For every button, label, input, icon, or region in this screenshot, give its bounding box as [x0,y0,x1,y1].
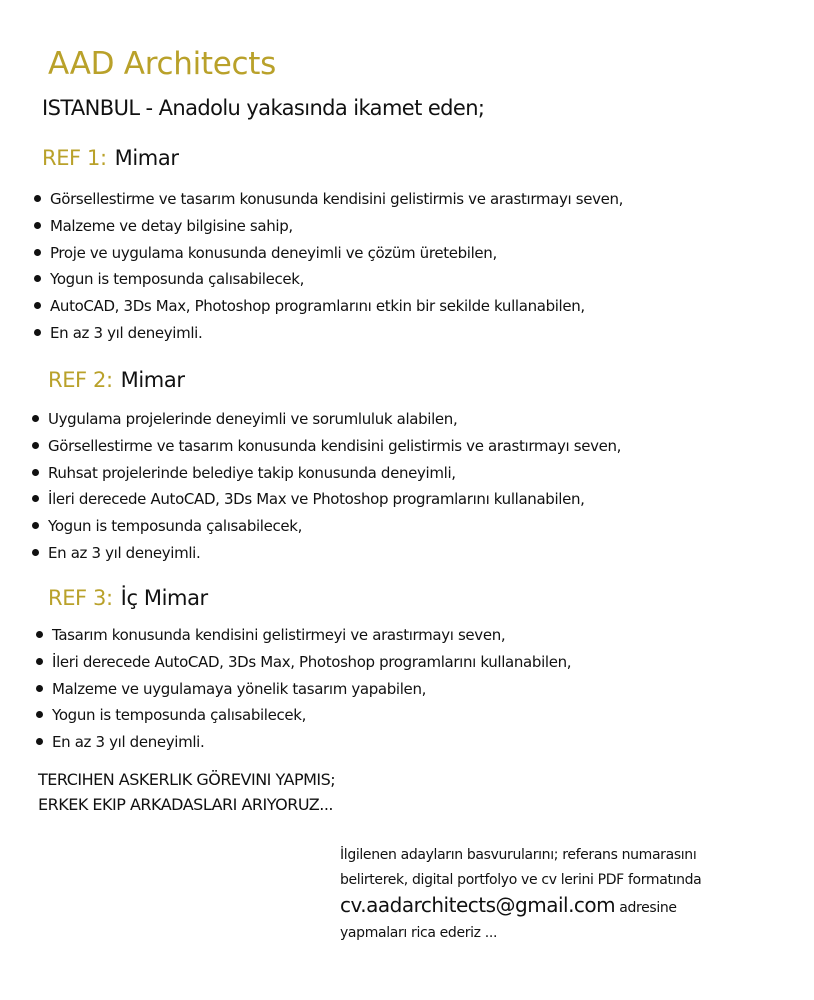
bullet-icon [36,738,43,745]
location-line: ISTANBUL - Anadolu yakasında ikamet eden; [42,96,485,120]
list-item [34,213,623,240]
ref-1-requirements [34,186,623,347]
ref-3-code: REF 3: [48,586,113,610]
list-item-text: Yogun is temposunda çalısabilecek, [52,706,307,725]
bullet-icon [32,549,39,556]
ref-3-requirements [36,622,571,756]
list-item [34,240,623,267]
contact-email[interactable]: cv.aadarchitects@gmail.com [340,893,616,917]
list-item-text: Malzeme ve uygulamaya yönelik tasarım yapabilen, [52,679,427,698]
list-item-text: En az 3 yıl deneyimli. [52,733,205,752]
list-item [32,433,621,460]
list-item [32,513,621,540]
list-item-text: Uygulama projelerinde deneyimli ve sorumluluk alabilen, [48,410,458,428]
list-item [32,460,621,487]
ref-1-code: REF 1: [42,146,107,170]
bullet-icon [32,442,39,449]
list-item [36,622,571,649]
apply-email-line [340,893,800,921]
ref-2-requirements [32,406,621,567]
bullet-icon [36,631,43,638]
apply-line-4: yapmaları rica ederiz ... [340,925,498,941]
bullet-icon [32,415,39,422]
closing-line-1: TERCIHEN ASKERLIK GÖREVINI YAPMIS; [38,770,336,789]
list-item [34,266,623,293]
ref-2-heading [48,368,185,392]
list-item [34,293,623,320]
email-suffix: adresine [619,900,677,916]
bullet-icon [34,329,41,336]
closing-line-2: ERKEK EKIP ARKADASLARI ARIYORUZ... [38,795,334,814]
bullet-icon [34,275,41,282]
list-item-text: Malzeme ve detay bilgisine sahip, [50,216,293,235]
bullet-icon [34,195,41,202]
list-item-text: Tasarım konusunda kendisini gelistirmeyi ve arastırmayı seven, [52,626,506,644]
ref-2-code: REF 2: [48,368,113,392]
list-item [36,676,571,703]
list-item [36,702,571,729]
list-item [34,186,623,213]
list-item [32,540,621,567]
bullet-icon [36,711,43,718]
bullet-icon [32,495,39,502]
apply-line-1: İlgilenen adayların basvurularını; referans numarasını [340,847,697,863]
bullet-icon [32,469,39,476]
list-item-text: Yogun is temposunda çalısabilecek, [48,517,303,536]
list-item-text: Yogun is temposunda çalısabilecek, [50,270,305,289]
list-item-text: Görsellestirme ve tasarım konusunda kendisini gelistirmis ve arastırmayı seven, [48,436,622,455]
ref-2-title: Mimar [120,368,185,392]
list-item-text: En az 3 yıl deneyimli. [48,543,201,562]
bullet-icon [36,685,43,692]
list-item-text: Ruhsat projelerinde belediye takip konusunda deneyimli, [48,463,456,482]
ref-1-heading [42,146,179,170]
company-name: AAD Architects [48,46,276,82]
list-item-text: Görsellestirme ve tasarım konusunda kendisini gelistirmis ve arastırmayı seven, [50,190,624,208]
apply-line-2: belirterek, digital portfolyo ve cv lerini PDF formatında [340,872,702,888]
list-item-text: Proje ve uygulama konusunda deneyimli ve çözüm üretebilen, [50,243,497,262]
list-item [36,729,571,756]
ref-3-title: İç Mimar [120,586,208,610]
bullet-icon [32,522,39,529]
list-item [32,486,621,513]
list-item-text: En az 3 yıl deneyimli. [50,323,203,342]
application-instructions [340,843,800,946]
list-item-text: İleri derecede AutoCAD, 3Ds Max, Photoshop programlarını kullanabilen, [52,652,572,671]
ref-1-title: Mimar [114,146,179,170]
list-item [32,406,621,433]
ref-3-heading [48,586,208,610]
list-item [34,320,623,347]
list-item [36,649,571,676]
bullet-icon [36,658,43,665]
bullet-icon [34,222,41,229]
bullet-icon [34,302,41,309]
closing-statement [38,767,335,817]
list-item-text: İleri derecede AutoCAD, 3Ds Max ve Photoshop programlarını kullanabilen, [48,490,585,509]
bullet-icon [34,249,41,256]
list-item-text: AutoCAD, 3Ds Max, Photoshop programlarını etkin bir sekilde kullanabilen, [50,297,585,316]
